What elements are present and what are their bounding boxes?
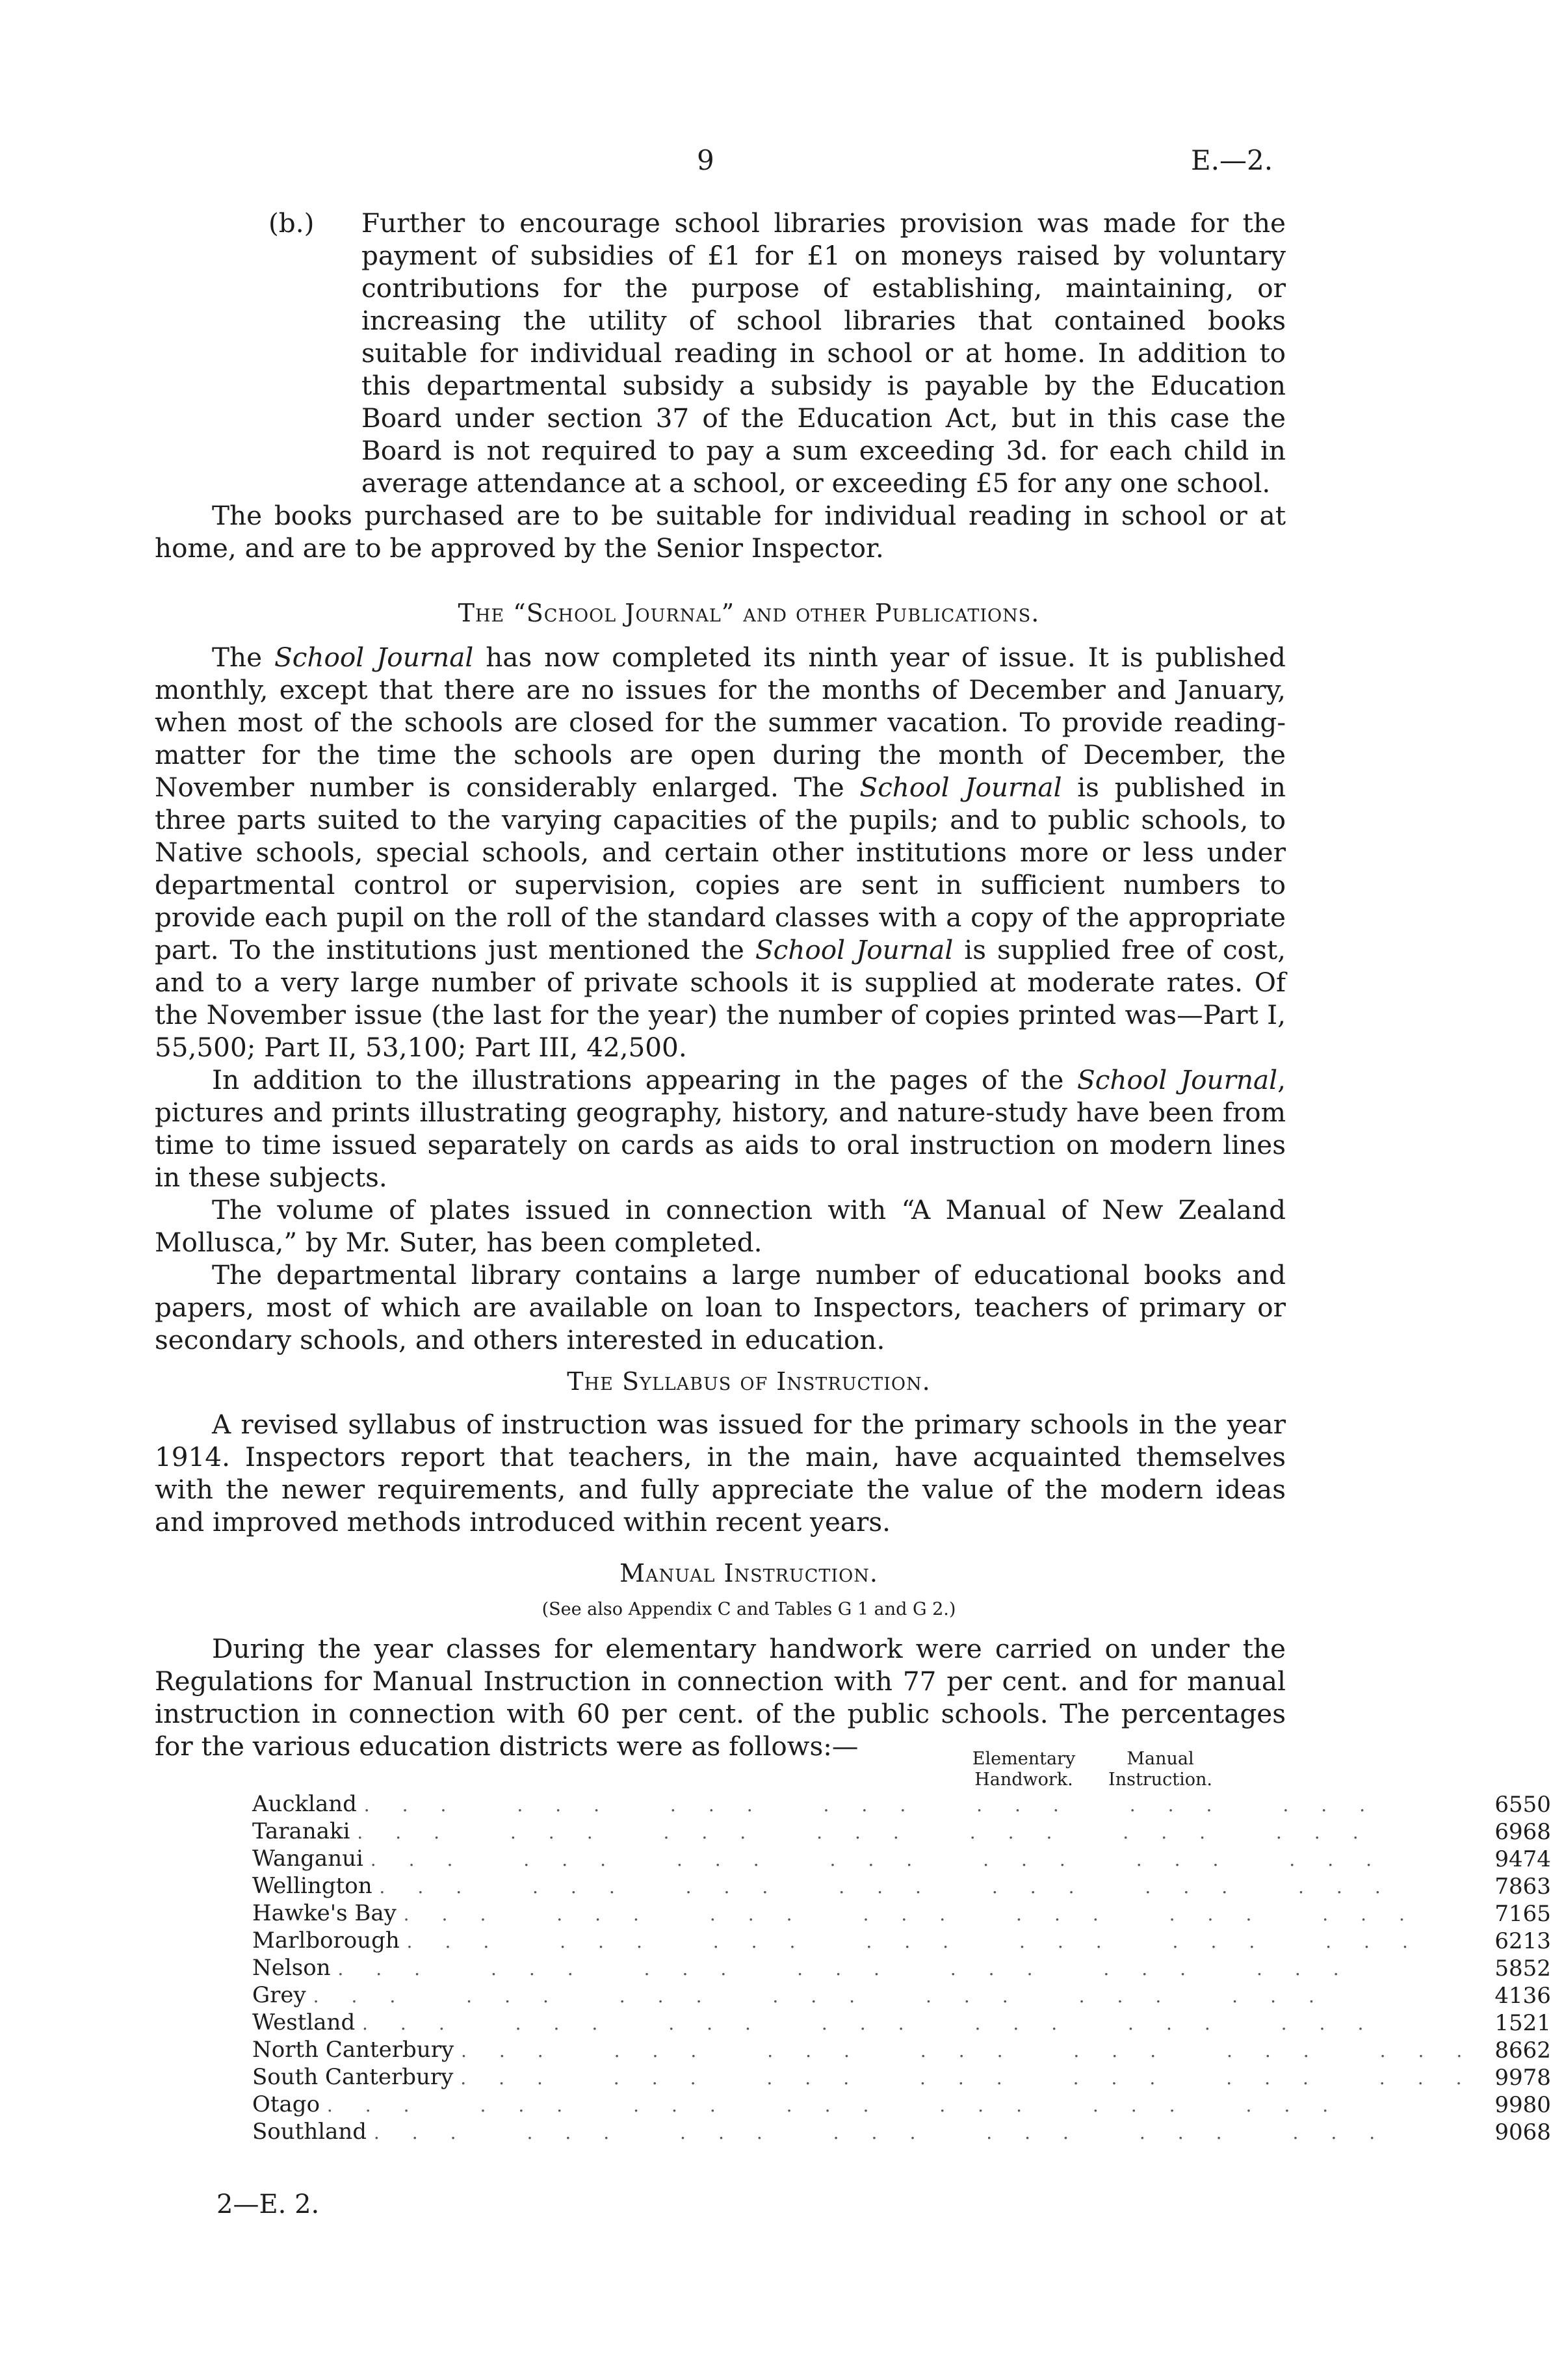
dot-leader: ... ... ... ... ... ... ... — [461, 2040, 1495, 2061]
paragraph-b-text: Further to encourage school libraries provision was made for the payment of subsidies of £1 for £1 on moneys raised by voluntary contributions for the purpose of establishing, maintaining, or increasing the utility of school libraries that contained books suitable for individual reading in school or at home. In addition to this departmental subsidy a subsidy is payable by the Education Board under section 37 of the Education Act, but in this case the Board is not required to pay a sum exceeding 3d. for each child in average attendance at a school, or exceeding £5 for any one school. — [361, 207, 1286, 499]
table-row — [252, 1928, 1551, 1955]
handwork-cell: 15 — [1494, 2010, 1523, 2036]
handwork-cell: 62 — [1494, 1928, 1523, 1954]
syllabus-heading: The Syllabus of Instruction. — [567, 1367, 931, 1396]
district-cell — [252, 2091, 1494, 2119]
journal-title: School Journal — [859, 772, 1062, 803]
handwork-cell: 99 — [1494, 2065, 1523, 2091]
journal-paragraph-3: The volume of plates issued in connection with “A Manual of New Zealand Mollusca,” by Mr. Suter, has been completed. — [155, 1194, 1286, 1258]
handwork-cell: 69 — [1494, 1819, 1523, 1845]
manual-cell: 78 — [1522, 2065, 1551, 2091]
district-cell — [252, 2037, 1494, 2064]
column-header-manual — [1092, 1749, 1229, 1790]
journal-section — [155, 597, 1286, 1356]
column-header-line: Handwork. — [974, 1770, 1073, 1790]
district-cell — [252, 1873, 1494, 1900]
handwork-cell: 65 — [1494, 1792, 1523, 1818]
district-name: South Canterbury — [252, 2064, 454, 2090]
district-name: Auckland — [252, 1791, 357, 1817]
text-run: The — [212, 642, 274, 673]
table-row — [252, 1791, 1551, 1818]
district-cell — [252, 1928, 1494, 1955]
manual-cell: 50 — [1522, 1792, 1551, 1818]
district-name: Otago — [252, 2091, 320, 2117]
manual-cell: 62 — [1522, 2037, 1551, 2063]
libraries-section — [155, 207, 1286, 564]
table-row — [252, 1846, 1551, 1873]
text-run: has now completed its ninth year of issue. It is published monthly, except that there are no issues for the months of December and January, when most of the schools are closed for the summer vacation. To provide reading-matter for the time the schools are open during the month of December, the November number is considerably enlarged. The — [155, 642, 1286, 803]
handwork-cell: 71 — [1494, 1901, 1523, 1927]
text-run: In addition to the illustrations appearing in the pages of the — [212, 1064, 1077, 1095]
document-reference: E.—2. — [1191, 144, 1273, 176]
district-cell — [252, 1955, 1494, 1982]
table-row — [252, 1873, 1551, 1900]
handwork-cell: 90 — [1494, 2119, 1523, 2145]
paragraph-label: (b.) — [268, 207, 315, 239]
dot-leader: ... ... ... ... ... ... ... — [373, 2122, 1408, 2143]
percentages-table-body — [252, 1791, 1551, 2146]
column-header-line: Instruction. — [1108, 1770, 1212, 1790]
district-name: Westland — [252, 2009, 356, 2035]
handwork-cell: 94 — [1494, 1846, 1523, 1872]
syllabus-section — [155, 1365, 1286, 1538]
page-number: 9 — [697, 144, 714, 176]
percentages-table — [252, 1791, 1551, 2146]
table-row — [252, 1955, 1551, 1982]
district-cell — [252, 1982, 1494, 2009]
journal-title: School Journal — [755, 934, 954, 965]
journal-title: School Journal — [274, 642, 474, 673]
manual-cell: 74 — [1522, 1846, 1551, 1872]
table-row — [252, 2009, 1551, 2037]
dot-leader: ... ... ... ... ... ... ... — [406, 1931, 1440, 1952]
table-row — [252, 1900, 1551, 1928]
district-name: Southland — [252, 2119, 367, 2145]
handwork-cell: 86 — [1494, 2037, 1523, 2063]
paragraph-b — [155, 207, 1286, 499]
text-run: is supplied free of cost, and to a very large number of private schools it is supplied at moderate rates. Of the November issue (the last for the year) the number of copies printed was—Part I, 55,500; Part II, 53,100; Part III, 42,500. — [155, 934, 1286, 1063]
table-row — [252, 2064, 1551, 2091]
district-name: Marlborough — [252, 1928, 400, 1954]
manual-cell: 21 — [1522, 2010, 1551, 2036]
manual-cell: 63 — [1522, 1874, 1551, 1900]
handwork-cell: 99 — [1494, 2092, 1523, 2118]
table-row — [252, 1818, 1551, 1846]
dot-leader: ... ... ... ... ... ... ... — [326, 2095, 1361, 2116]
dot-leader: ... ... ... ... ... ... ... — [363, 1794, 1398, 1816]
district-name: Wellington — [252, 1873, 372, 1899]
manual-cell: 80 — [1522, 2092, 1551, 2118]
district-name: Wanganui — [252, 1846, 363, 1872]
manual-section — [155, 1557, 1286, 1762]
district-cell — [252, 1818, 1494, 1846]
appendix-note: (See also Appendix C and Tables G 1 and G 2.) — [541, 1599, 956, 1619]
text-run: , pictures and prints illustrating geography, history, and nature-study have been from time to time issued separately on cards as aids to oral instruction on modern lines in these subjects. — [155, 1064, 1286, 1193]
manual-cell: 36 — [1522, 1983, 1551, 2009]
dot-leader: ... ... ... ... ... ... ... — [362, 2013, 1396, 2034]
district-name: Nelson — [252, 1955, 331, 1981]
dot-leader: ... ... ... ... ... ... ... — [379, 1876, 1413, 1898]
books-paragraph: The books purchased are to be suitable for individual reading in school or at home, and are to be approved by the Senior Inspector. — [155, 500, 1286, 564]
district-cell — [252, 2119, 1494, 2146]
text-run: is published in three parts suited to the varying capacities of the pupils; and to public schools, to Native schools, special schools, and certain other institutions more or less under departmental control or supervision, copies are sent in sufficient numbers to provide each pupil on the roll of the standard classes with a copy of the appropriate part. To the institutions just mentioned the — [155, 772, 1286, 965]
district-cell — [252, 2064, 1494, 2091]
handwork-cell: 78 — [1494, 1874, 1523, 1900]
column-header-handwork — [956, 1749, 1092, 1790]
dot-leader: ... ... ... ... ... ... ... — [460, 2067, 1494, 2089]
district-cell — [252, 2009, 1494, 2037]
manual-paragraph: During the year classes for elementary handwork were carried on under the Regulations for Manual Instruction in connection with 77 per cent. and for manual instruction in connection with 60 per cent. of the public schools. The percentages for the various education districts were as follows:— — [155, 1633, 1286, 1762]
district-name: Hawke's Bay — [252, 1900, 397, 1926]
manual-heading: Manual Instruction. — [619, 1559, 878, 1588]
district-cell — [252, 1791, 1494, 1818]
manual-cell: 68 — [1522, 1819, 1551, 1845]
manual-cell: 65 — [1522, 1901, 1551, 1927]
manual-cell: 52 — [1522, 1955, 1551, 1981]
manual-cell: 13 — [1522, 1928, 1551, 1954]
dot-leader: ... ... ... ... ... ... ... — [403, 1903, 1437, 1925]
dot-leader: ... ... ... ... ... ... ... — [357, 1822, 1391, 1843]
journal-paragraph-1 — [155, 641, 1286, 1064]
district-cell — [252, 1900, 1494, 1928]
handwork-cell: 58 — [1494, 1955, 1523, 1981]
journal-heading: The “School Journal” and other Publications. — [458, 599, 1040, 627]
footer-signature: 2—E. 2. — [216, 2190, 320, 2219]
syllabus-paragraph: A revised syllabus of instruction was issued for the primary schools in the year 1914. Inspectors report that teachers, in the main, have acquainted themselves with the newer requirements, and fully appreciate the value of the modern ideas and improved methods introduced within recent years. — [155, 1409, 1286, 1537]
dot-leader: ... ... ... ... ... ... ... — [370, 1849, 1404, 1870]
district-name: North Canterbury — [252, 2037, 454, 2063]
district-name: Grey — [252, 1982, 306, 2008]
table-row — [252, 2119, 1551, 2146]
column-header-line: Manual — [1127, 1749, 1194, 1769]
table-row — [252, 2091, 1551, 2119]
journal-paragraph-2 — [155, 1064, 1286, 1194]
table-row — [252, 1982, 1551, 2009]
district-name: Taranaki — [252, 1818, 350, 1844]
dot-leader: ... ... ... ... ... ... ... — [313, 1985, 1347, 2007]
journal-title: School Journal — [1077, 1064, 1278, 1095]
journal-paragraph-4: The departmental library contains a large number of educational books and papers, most of which are available on loan to Inspectors, teachers of primary or secondary schools, and others interested in education. — [155, 1259, 1286, 1355]
table-row — [252, 2037, 1551, 2064]
dot-leader: ... ... ... ... ... ... ... — [337, 1958, 1372, 1980]
manual-cell: 68 — [1522, 2119, 1551, 2145]
district-cell — [252, 1846, 1494, 1873]
column-header-line: Elementary — [972, 1749, 1076, 1769]
handwork-cell: 41 — [1494, 1983, 1523, 2009]
